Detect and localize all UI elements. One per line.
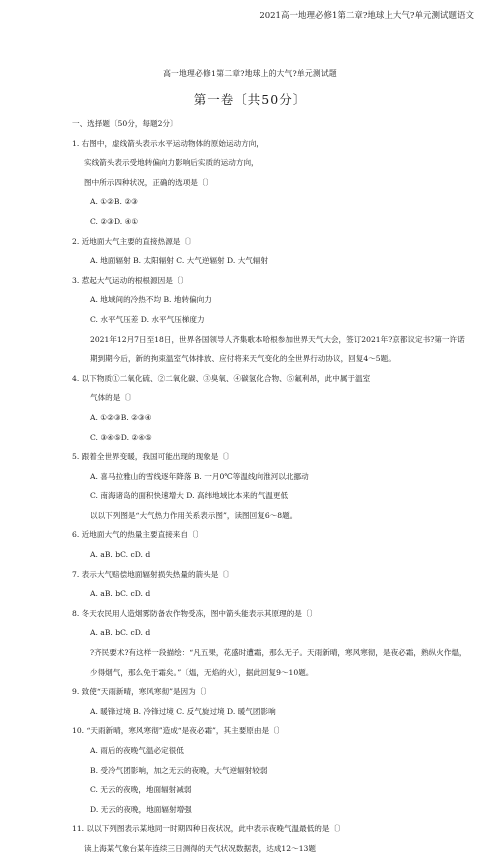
question-5-stem: 5. 跟着全世界变暖，我国可能出现的现象是〔〕 [72, 452, 234, 462]
question-8-stem: 8. 冬天农民用人造烟雾防备农作物受冻，图中箭头能表示其原理的是〔〕 [72, 608, 318, 618]
question-8-options: A. aB. bC. cD. d [90, 628, 151, 638]
section-heading: 一、选择题〔50分，每题2分〕 [72, 119, 178, 128]
question-10-option-a: A. 雨后的夜晚气温必定很低 [90, 746, 184, 755]
section-title: 第一卷〔共50分〕 [193, 92, 307, 107]
question-7-options: A. aB. bC. cD. d [90, 589, 151, 599]
question-1-stem: 1. 右图中，虚线箭头表示水平运动物体的原始运动方向， [72, 138, 264, 148]
quote-passage-text: ?齐民要术?有这样一段描绘：“凡五果，花盛时遭霜，那么无子。天雨新晴，寒风寒彻，是夜必霜，熟纵火作煴，少得烟气，那么免于霜矣。”〔煴，无焰的火〕，据此回复9～10题。 [90, 648, 467, 677]
question-4-options: A. ①②③B. ②③④ [90, 412, 152, 422]
question-9-stem: 9. 致使“天雨新晴，寒风寒彻”是因为〔〕 [72, 687, 211, 697]
question-1-stem-cont: 实线箭头表示受地转偏向力影响后实质的运动方向， [84, 158, 259, 168]
question-4-stem: 4. 以下物质①二氧化硫、②二氧化碳、③臭氧、④碳氢化合物、⑤氟利昂，此中属于温室 [72, 373, 371, 383]
question-1-stem-cont: 图中所示四种状况，正确的选项是〔〕 [84, 177, 214, 187]
reading-passage [72, 330, 472, 369]
reading-passage-text: 2021年12月7日至18日，世界各国领导人齐集歌本哈根参加世界天气大会，签订2021年?京都议定书?第一许诺期到期今后，新的拘束温室气体排放、应付将来天气变化的全世界行动协议，回复4～5题。 [90, 334, 465, 364]
exam-body [72, 114, 472, 859]
question-4-options: C. ③④⑤D. ②④⑤ [90, 432, 152, 442]
question-9-options: A. 暖锋过境 B. 冷锋过境 C. 反气旋过境 D. 暖气团影响 [90, 706, 276, 716]
question-10-option-c: C. 无云的夜晚，地面辐射减弱 [90, 785, 192, 795]
question-6-stem: 6. 近地面大气的热量主要直接来自〔〕 [72, 530, 204, 540]
question-7-stem: 7. 表示大气赔偿地面辐射损失热量的箭头是〔〕 [72, 569, 234, 579]
question-10-stem: 10. “天雨新晴，寒风寒彻”造成“是夜必霜”，其主要原由是〔〕 [72, 726, 285, 736]
document-subtitle: 高一地理必修1第二章?地球上的大气?单元测试题 [163, 69, 337, 78]
table-instruction: 读上海某气象台某年连续三日测得的天气状况数据表，达成12～13题 [84, 843, 316, 853]
question-10-option-b: B. 受冷气团影响，加之无云的夜晚，大气逆辐射较弱 [90, 765, 268, 775]
question-1-options: C. ②③D. ④① [90, 216, 139, 226]
quote-passage [72, 643, 472, 682]
question-2-options: A. 地面辐射 B. 太阳辐射 C. 大气逆辐射 D. 大气辐射 [90, 256, 269, 266]
question-5-options: C. 南海诸岛的面积快速增大 D. 高纬地域比本来的气温更低 [90, 491, 289, 501]
question-11-stem: 11. 以以下列图表示某地同一时期四种日夜状况，此中表示夜晚气温最低的是〔〕 [72, 824, 345, 834]
question-1-options: A. ①②B. ②③ [90, 197, 138, 207]
question-10-option-d: D. 无云的夜晚，地面辐射增强 [90, 804, 192, 814]
question-2-stem: 2. 近地面大气主要的直接热源是〔〕 [72, 236, 196, 246]
question-3-stem: 3. 惹起大气运动的根根源因是〔〕 [72, 275, 188, 285]
question-4-stem-cont: 气体的是〔〕 [90, 393, 136, 403]
figure-instruction: 以以下列图是“大气热力作用关系表示图”，读图回复6～8题。 [90, 510, 298, 520]
question-5-options: A. 喜马拉雅山的雪线逐年降落 B. 一月0℃等温线向淮河以北挪动 [90, 471, 309, 481]
question-6-options: A. aB. bC. cD. d [90, 550, 151, 560]
question-3-options: C. 水平气压差 D. 水平气压梯度力 [90, 314, 205, 324]
running-header: 2021高一地理必修1第二章?地球上大气?单元测试题语文 [259, 11, 474, 21]
question-3-options: A. 地域间的冷热不均 B. 地转偏向力 [90, 295, 212, 305]
